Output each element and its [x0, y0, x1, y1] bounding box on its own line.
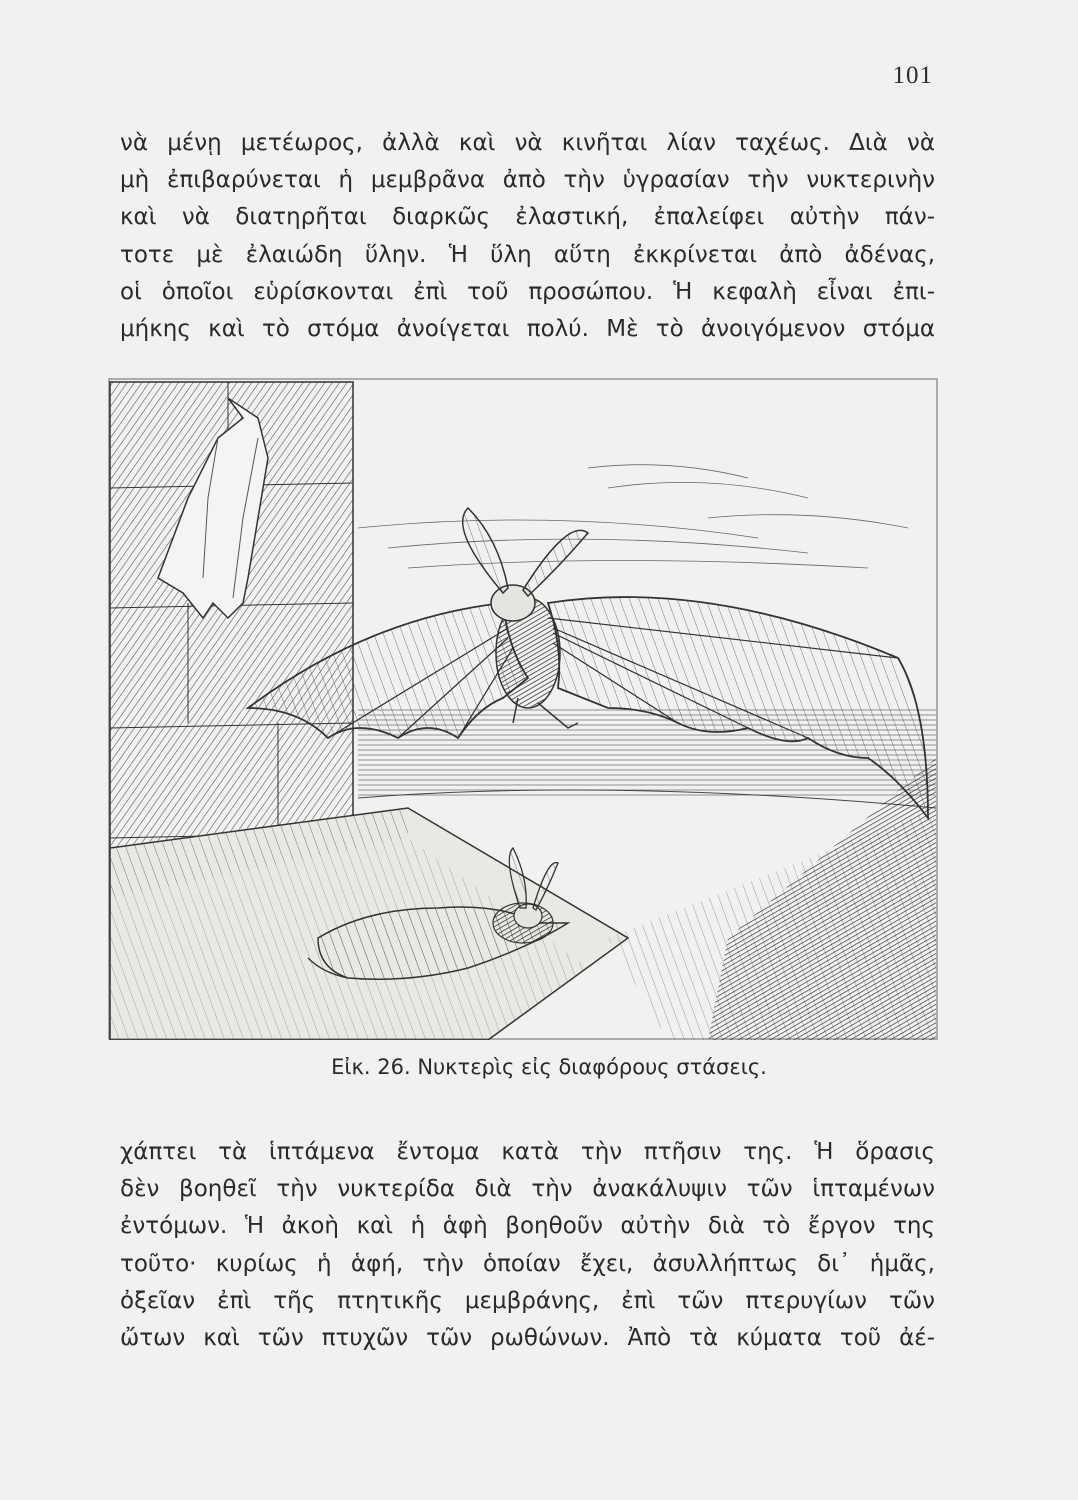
text-line: τοτε μὲ ἐλαιώδη ὕλην. Ἡ ὕλη αὕτη ἐκκρίνεται ἀπὸ ἀδένας, — [120, 241, 935, 268]
text-line: οἱ ὁποῖοι εὑρίσκονται ἐπὶ τοῦ προσώπου. Ἡ κεφαλὴ εἶναι ἐπι- — [120, 278, 935, 305]
paragraph-top — [120, 125, 935, 348]
text-line: ὀξεῖαν ἐπὶ τῆς πτητικῆς μεμβράνης, ἐπὶ τῶν πτερυγίων τῶν — [120, 1287, 935, 1314]
text-line: χάπτει τὰ ἱπτάμενα ἔντομα κατὰ τὴν πτῆσιν της. Ἡ ὅρασις — [120, 1139, 935, 1165]
text-line: μὴ ἐπιβαρύνεται ἡ μεμβρᾶνα ἀπὸ τὴν ὑγρασίαν τὴν νυκτερινὴν — [120, 167, 935, 194]
text-line: μήκης καὶ τὸ στόμα ἀνοίγεται πολύ. Μὲ τὸ ἀνοιγόμενον στόμα — [120, 315, 935, 342]
text-line: τοῦτο· κυρίως ἡ ἁφή, τὴν ὁποίαν ἔχει, ἀσυλλήπτως δι᾽ ἡμᾶς, — [120, 1250, 935, 1277]
text-line: καὶ νὰ διατηρῆται διαρκῶς ἐλαστική, ἐπαλείφει αὐτὴν πάν- — [120, 204, 935, 231]
text-line: ἐντόμων. Ἡ ἀκοὴ καὶ ἡ ἁφὴ βοηθοῦν αὐτὴν διὰ τὸ ἔργον της — [120, 1213, 935, 1240]
sky-lines — [358, 465, 908, 568]
text-line: νὰ μένῃ μετέωρος, ἀλλὰ καὶ νὰ κινῆται λίαν ταχέως. Διὰ νὰ — [120, 130, 935, 156]
text-line: δὲν βοηθεῖ τὴν νυκτερίδα διὰ τὴν ἀνακάλυψιν τῶν ἱπταμένων — [120, 1176, 935, 1203]
figure-caption: Εἰκ. 26. Νυκτερὶς εἰς διαφόρους στάσεις. — [331, 1055, 767, 1079]
bat-illustration — [108, 378, 938, 1040]
paragraph-bottom — [120, 1134, 935, 1357]
page-number: 101 — [892, 62, 933, 89]
text-line: ὤτων καὶ τῶν πτυχῶν τῶν ρωθώνων. Ἀπὸ τὰ κύματα τοῦ ἀέ- — [120, 1324, 935, 1351]
